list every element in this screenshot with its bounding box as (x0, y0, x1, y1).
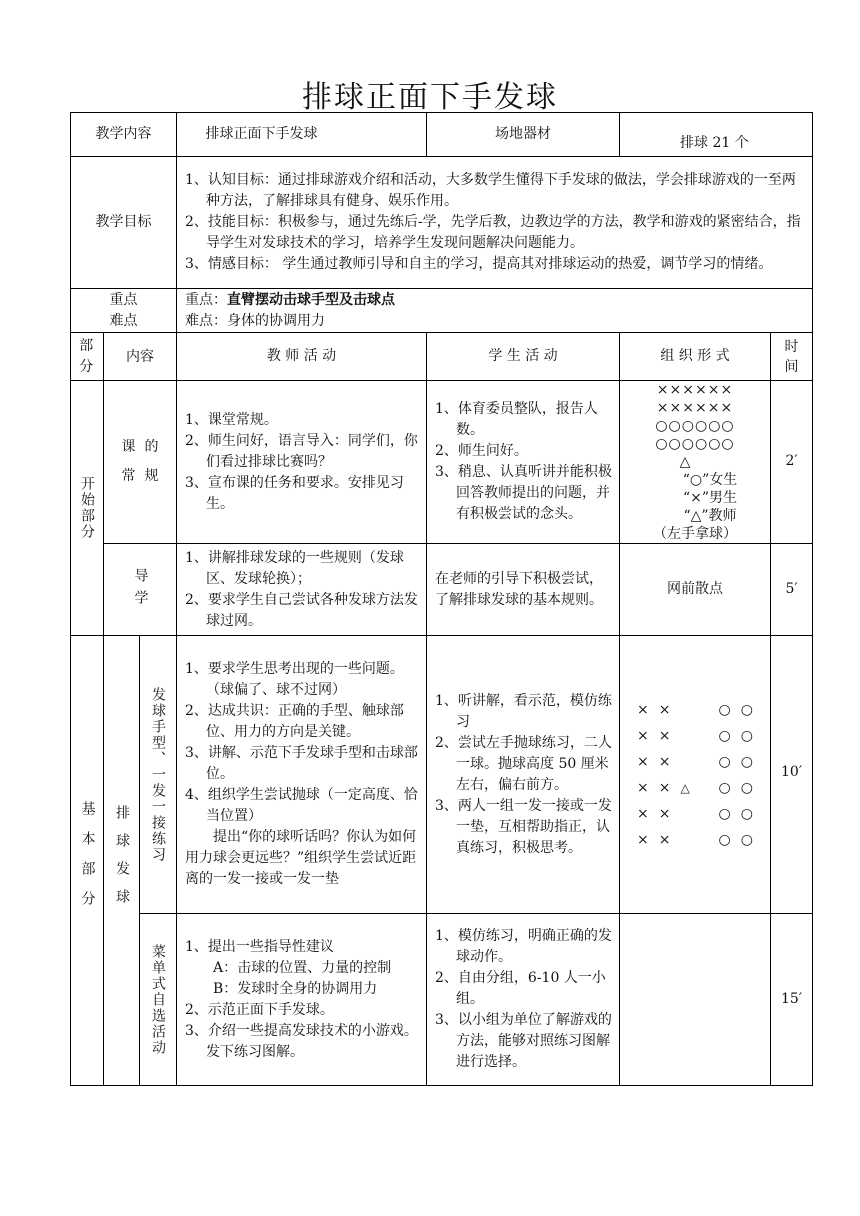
page-title: 排球正面下手发球 (302, 80, 558, 115)
girl-marker: ○ (718, 779, 731, 796)
girl-marker: ○ (740, 753, 753, 770)
legend-note: （左手拿球） (653, 526, 737, 542)
spacer (681, 749, 709, 775)
content-menu: 菜单式自选活动 (140, 914, 177, 1086)
boy-marker: × (637, 727, 649, 744)
teacher-marker: △ (679, 454, 691, 470)
lesson-plan-table (70, 112, 813, 1086)
difficulty: 难点：身体的协调用力 (185, 312, 325, 329)
teacher-menu: 1、提出一些指导性建议 A：击球的位置、力量的控制 B：发球时全身的协调用力 2、示范正面下手发球。 3、介绍一些提高发球技术的小游戏。发下练习图解。 (177, 914, 427, 1086)
teacher-serve-hand: 1、要求学生思考出现的一些问题。（球偏了、球不过网） 2、达成共识：正确的手型、触球部位、用力的方向是关键。 3、讲解、示范下手发球手型和击球部位。 4、组织学生尝试抛球（一定高度、恰当位置） 提出“你的球听话吗？你认为如何用力球会更远些？”组织学生尝试近距离的一发一接或一发一垫 (177, 636, 427, 914)
section-volleyball: 排球发球 (104, 636, 140, 1086)
student-serve-hand: 1、听讲解，看示范，模仿练习 2、尝试左手抛球练习，二人一球。抛球高度 50 厘米左右，偏右前方。 3、两人一组一发一接或一发一垫，互相帮助指正，认真练习，积极思考。 (427, 636, 620, 914)
student-menu: 1、模仿练习，明确正确的发球动作。 2、自由分组，6-10 人一小组。 3、以小组为单位了解游戏的方法，能够对照练习图解进行选择。 (427, 914, 620, 1086)
col-organization: 组 织 形 式 (620, 333, 771, 381)
legend-girls: “○”女生 (682, 472, 738, 488)
formation-row: ○○○○○○ (655, 418, 735, 434)
boy-marker: × (658, 727, 671, 744)
girl-marker: ○ (740, 727, 753, 744)
organization-guide: 网前散点 (620, 544, 771, 636)
time-menu: 15′ (771, 914, 813, 1086)
girl-marker: ○ (740, 831, 753, 848)
content-routine: 课 的 常 规 (104, 381, 177, 544)
boy-marker: × (637, 805, 649, 822)
boy-marker: × (637, 701, 649, 718)
section-basic: 基本部分 (71, 636, 104, 1086)
equipment-value: 排球 21 个 (620, 113, 813, 157)
boy-marker: × (637, 779, 649, 796)
time-routine: 2′ (771, 381, 813, 544)
girl-marker: ○ (740, 805, 753, 822)
student-guide: 在老师的引导下积极尝试，了解排球发球的基本规则。 (427, 544, 620, 636)
formation-row: ×××××× (656, 400, 734, 416)
key-point: 直臂摆动击球手型及击球点 (227, 291, 395, 308)
section-start: 开始部分 (71, 381, 104, 636)
time-guide: 5′ (771, 544, 813, 636)
boy-marker: × (637, 831, 649, 848)
student-routine: 1、体育委员整队，报告人数。 2、师生问好。 3、稍息、认真听讲并能积极回答教师提出的问题，并有积极尝试的念头。 (427, 381, 620, 544)
boy-marker: × (637, 753, 649, 770)
boy-marker: × (658, 805, 671, 822)
teacher-guide: 1、讲解排球发球的一些规则（发球区、发球轮换）； 2、要求学生自己尝试各种发球方法发球过网。 (177, 544, 427, 636)
teacher-routine: 1、课堂常规。 2、师生问好，语言导入：同学们，你们看过排球比赛吗？ 3、宣布课的任务和要求。安排见习生。 (177, 381, 427, 544)
girl-marker: ○ (718, 753, 731, 770)
time-serve-hand: 10′ (771, 636, 813, 914)
content-value: 排球正面下手发球 (177, 113, 427, 157)
spacer (681, 801, 709, 827)
content-label: 教学内容 (71, 113, 177, 157)
boy-marker: × (658, 779, 671, 796)
formation-row: ○○○○○○ (655, 436, 735, 452)
objective-item: 1、认知目标：通过排球游戏介绍和活动，大多数学生懂得下手发球的做法，学会排球游戏的一至两种方法，了解排球具有健身、娱乐作用。 (185, 172, 796, 209)
col-time: 时间 (771, 333, 813, 381)
spacer (681, 723, 709, 749)
organization-menu (620, 914, 771, 1086)
girl-marker: ○ (740, 779, 753, 796)
organization-routine (620, 381, 771, 544)
formation-row: ×××××× (656, 382, 734, 398)
girl-marker: ○ (718, 727, 731, 744)
legend-boys: “×”男生 (682, 490, 738, 506)
col-content: 内容 (104, 333, 177, 381)
content-guide: 导学 (104, 544, 177, 636)
keypoints-label: 重点 难点 (71, 289, 177, 333)
col-part: 部分 (71, 333, 104, 381)
col-student: 学 生 活 动 (427, 333, 620, 381)
equipment-label: 场地器材 (427, 113, 620, 157)
pair-formation (620, 697, 770, 853)
spacer (681, 697, 709, 723)
spacer (681, 827, 709, 853)
objectives-label: 教学目标 (71, 157, 177, 289)
organization-serve-hand (620, 636, 771, 914)
boy-marker: × (658, 701, 671, 718)
girl-marker: ○ (718, 805, 731, 822)
girl-marker: ○ (740, 701, 753, 718)
boy-marker: × (658, 753, 671, 770)
teacher-marker: △ (680, 780, 690, 795)
objective-item: 2、技能目标：积极参与，通过先练后-学，先学后教，边教边学的方法，教学和游戏的紧密结合，指导学生对发球技术的学习，培养学生发现问题解决问题能力。 (185, 214, 801, 251)
keypoints-content: 重点：直臂摆动击球手型及击球点 难点：身体的协调用力 (177, 289, 813, 333)
objectives-list (177, 157, 813, 289)
legend-teacher: “△”教师 (683, 508, 737, 524)
girl-marker: ○ (718, 831, 731, 848)
boy-marker: × (658, 831, 671, 848)
girl-marker: ○ (718, 701, 731, 718)
col-teacher: 教 师 活 动 (177, 333, 427, 381)
content-serve-hand: 发球手型、一发一接练习 (140, 636, 177, 914)
objective-item: 3、情感目标： 学生通过教师引导和自主的学习，提高其对排球运动的热爱，调节学习的情绪。 (185, 256, 773, 272)
